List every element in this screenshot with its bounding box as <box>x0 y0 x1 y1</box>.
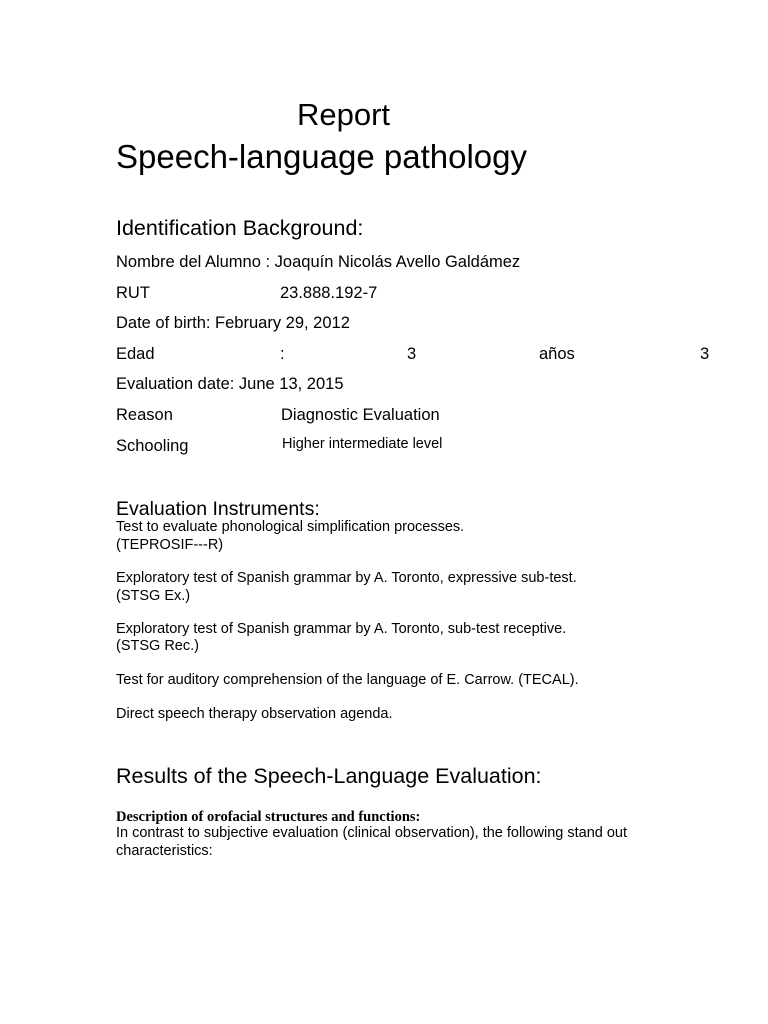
instrument-item-3-line1: Exploratory test of Spanish grammar by A. Toronto, sub-test receptive. <box>116 621 567 637</box>
rut-value: 23.888.192-7 <box>280 284 378 302</box>
instrument-item-3-line2: (STSG Rec.) <box>116 638 199 654</box>
date-of-birth-line: Date of birth: February 29, 2012 <box>116 314 350 332</box>
report-subtitle: Speech-language pathology <box>116 138 528 175</box>
schooling-label: Schooling <box>116 437 189 455</box>
reason-value: Diagnostic Evaluation <box>281 406 440 424</box>
instruments-heading: Evaluation Instruments: <box>116 498 320 520</box>
rut-label: RUT <box>116 284 150 302</box>
orofacial-description: In contrast to subjective evaluation (clinical observation), the following stand out characteristics: <box>116 825 628 859</box>
orofacial-subheading: Description of orofacial structures and functions: <box>116 809 421 825</box>
instrument-item-4: Test for auditory comprehension of the language of E. Carrow. (TECAL). <box>116 672 579 688</box>
instrument-item-2-line1: Exploratory test of Spanish grammar by A. Toronto, expressive sub-test. <box>116 570 577 586</box>
evaluation-date-line: Evaluation date: June 13, 2015 <box>116 375 344 393</box>
student-name-line: Nombre del Alumno : Joaquín Nicolás Avello Galdámez <box>116 253 521 271</box>
instrument-item-5: Direct speech therapy observation agenda. <box>116 706 393 722</box>
identification-heading: Identification Background: <box>116 216 364 240</box>
instrument-item-2-line2: (STSG Ex.) <box>116 588 191 604</box>
age-months-value: 3 <box>700 345 710 363</box>
age-years-value: 3 <box>407 345 417 363</box>
results-heading: Results of the Speech-Language Evaluation: <box>116 764 542 788</box>
age-colon: : <box>280 345 285 363</box>
report-title: Report <box>297 97 391 132</box>
schooling-value: Higher intermediate level <box>282 436 443 452</box>
instrument-item-1-line2: (TEPROSIF--‐R) <box>116 537 224 553</box>
age-years-unit: años <box>539 345 575 363</box>
age-label: Edad <box>116 345 155 363</box>
reason-label: Reason <box>116 406 173 424</box>
instrument-item-1-line1: Test to evaluate phonological simplification processes. <box>116 519 465 535</box>
